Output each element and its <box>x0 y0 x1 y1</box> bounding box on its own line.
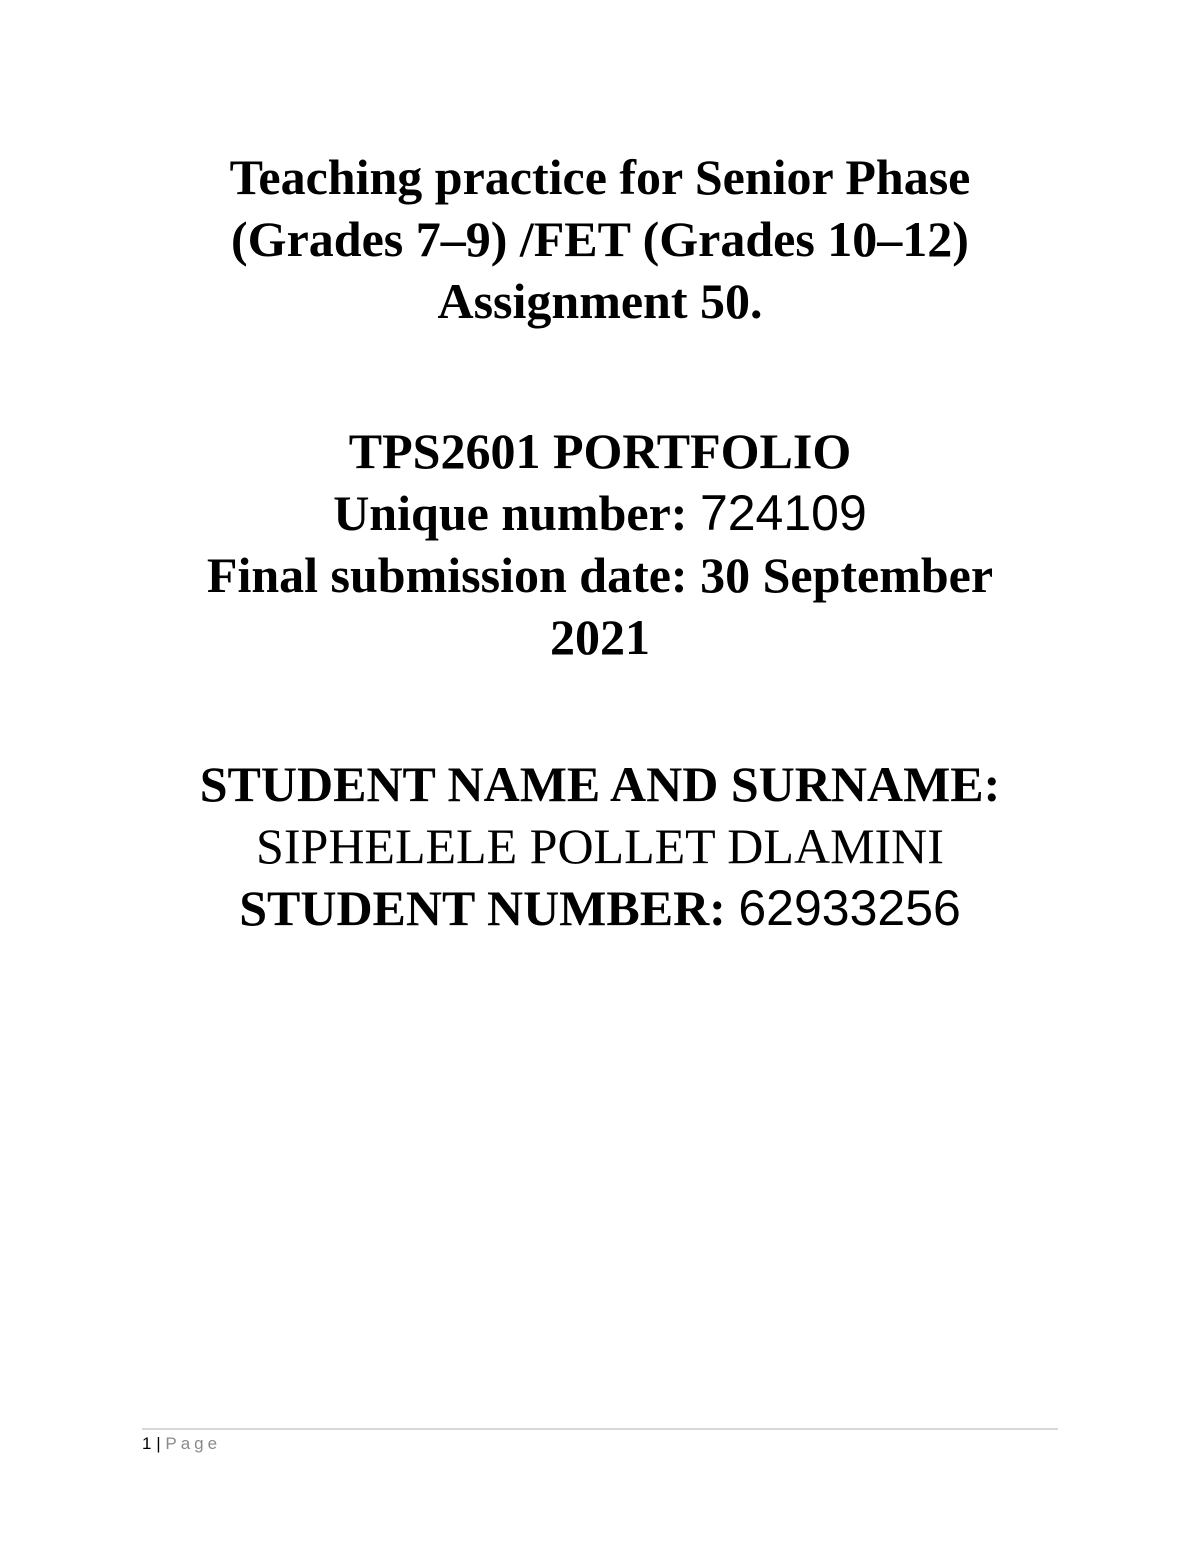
unique-number-label: Unique number: <box>333 485 688 541</box>
title-line-2: (Grades 7–9) /FET (Grades 10–12) <box>231 211 969 267</box>
document-title <box>0 146 1200 332</box>
footer-separator: | <box>156 1434 161 1453</box>
unique-number-line <box>0 482 1200 544</box>
course-details <box>0 420 1200 668</box>
student-number-value: 62933256 <box>738 880 961 936</box>
unique-number-value: 724109 <box>699 485 867 541</box>
page-footer <box>142 1432 221 1456</box>
student-number-label: STUDENT NUMBER: <box>239 880 726 936</box>
page-label: Page <box>165 1434 222 1453</box>
submission-date-line-2: 2021 <box>550 609 650 665</box>
title-line-3: Assignment 50. <box>437 273 763 329</box>
title-line-1: Teaching practice for Senior Phase <box>229 149 971 205</box>
module-code: TPS2601 PORTFOLIO <box>348 423 852 479</box>
page-number: 1 <box>142 1434 152 1453</box>
student-number-line <box>0 877 1200 939</box>
footer-divider <box>142 1428 1058 1430</box>
submission-date-line-1: Final submission date: 30 September <box>206 547 994 603</box>
student-name-value: SIPHELELE POLLET DLAMINI <box>256 818 944 874</box>
student-details <box>0 753 1200 939</box>
student-name-label: STUDENT NAME AND SURNAME: <box>199 756 1001 812</box>
